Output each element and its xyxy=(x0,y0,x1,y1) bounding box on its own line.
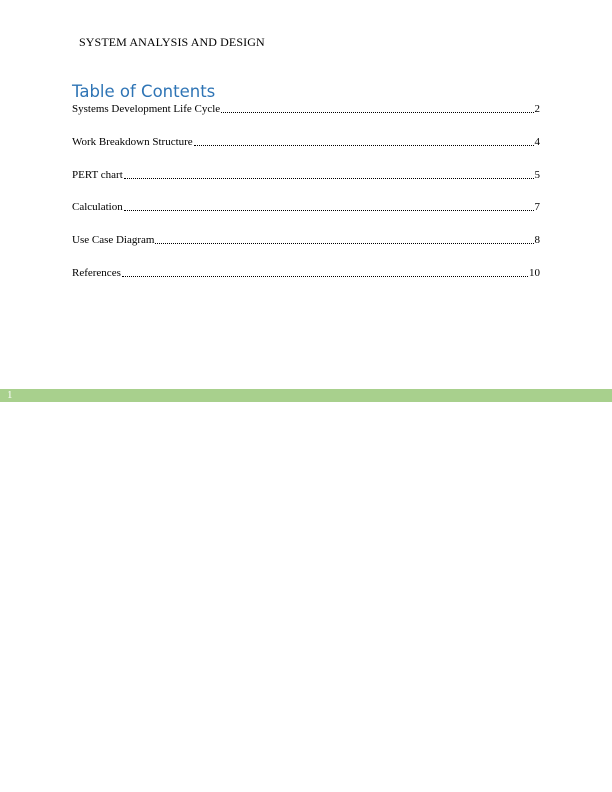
dot-leader xyxy=(124,169,534,179)
toc-list xyxy=(72,103,540,300)
toc-entry-page: 2 xyxy=(534,103,540,115)
toc-entry-page: 5 xyxy=(534,168,540,181)
page-number: 1 xyxy=(7,389,13,401)
footer-bar xyxy=(0,389,612,402)
toc-entry-wbs[interactable] xyxy=(72,136,540,149)
toc-entry-label: Work Breakdown Structure xyxy=(72,135,193,148)
toc-entry-calculation[interactable] xyxy=(72,201,540,214)
dot-leader xyxy=(155,234,533,244)
toc-entry-label: PERT chart xyxy=(72,168,123,181)
toc-entry-pert[interactable] xyxy=(72,169,540,182)
toc-entry-label: Systems Development Life Cycle xyxy=(72,103,221,115)
toc-entry-sdlc[interactable] xyxy=(72,103,540,116)
toc-entry-use-case[interactable] xyxy=(72,234,540,247)
dot-leader xyxy=(221,103,533,113)
toc-entry-page: 10 xyxy=(529,266,540,279)
toc-entry-page: 7 xyxy=(534,201,540,214)
toc-entry-page: 4 xyxy=(534,135,540,148)
dot-leader xyxy=(124,201,534,211)
toc-entry-label: Calculation xyxy=(72,201,123,214)
running-header: SYSTEM ANALYSIS AND DESIGN xyxy=(79,35,265,49)
toc-entry-label: References xyxy=(72,266,121,279)
dot-leader xyxy=(194,136,534,146)
toc-entry-references[interactable] xyxy=(72,267,540,280)
toc-entry-page: 8 xyxy=(534,234,540,247)
dot-leader xyxy=(122,267,528,277)
toc-entry-label: Use Case Diagram xyxy=(72,234,155,247)
toc-heading: Table of Contents xyxy=(72,82,216,101)
